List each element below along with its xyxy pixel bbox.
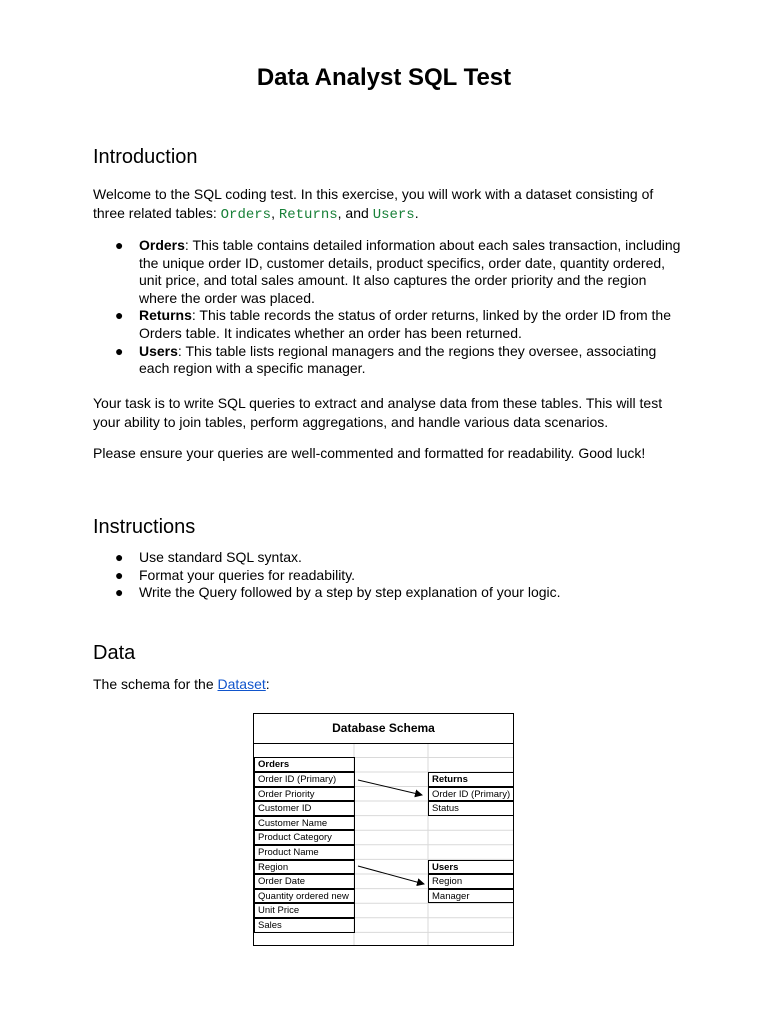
region-users-arrow <box>358 866 424 884</box>
task-paragraph: Your task is to write SQL queries to extract and analyse data from these tables. This will test your ability to join tables, perform aggregations, and handle various data scenarios. <box>93 395 663 430</box>
introduction-heading: Introduction <box>93 146 198 168</box>
list-item: ● Orders: This table contains detailed information about each sales transaction, including the unique order ID, customer details, product specifics, order date, quantity ordered, unit price, and total sales amount. It also captures the order priority and the region where the order was placed. <box>115 237 681 306</box>
bullet-icon: ● <box>115 237 124 253</box>
list-item: ● Returns: This table records the status of order returns, linked by the order ID from the Orders table. It indicates whether an order has been returned. <box>115 307 671 341</box>
orders-header: Orders <box>254 757 355 772</box>
orders-field: Product Category <box>254 830 355 845</box>
relationship-arrows <box>254 714 513 945</box>
users-header: Users <box>428 860 514 875</box>
users-field: Manager <box>428 889 514 904</box>
schema-paragraph: The schema for the Dataset: <box>93 676 270 692</box>
list-item: ● Use standard SQL syntax. <box>115 549 302 565</box>
orders-field: Customer Name <box>254 816 355 831</box>
orders-field: Unit Price <box>254 903 355 918</box>
orders-field: Region <box>254 860 355 875</box>
bullet-icon: ● <box>115 307 124 324</box>
data-heading: Data <box>93 642 136 664</box>
list-item: ● Format your queries for readability. <box>115 566 356 583</box>
bullet-icon: ● <box>115 342 124 359</box>
list-item: ● Users: This table lists regional managers and the regions they oversee, associating each region with a specific manager. <box>115 342 657 377</box>
orders-field: Quantity ordered new <box>254 889 355 904</box>
orders-field: Order Date <box>254 874 355 889</box>
orders-field: Sales <box>254 918 355 933</box>
orders-field: Order Priority <box>254 787 355 802</box>
users-table-name: Users <box>372 206 415 223</box>
bullet-icon: ● <box>115 584 124 601</box>
dataset-link[interactable]: Dataset <box>217 676 266 692</box>
users-field: Region <box>428 874 514 889</box>
returns-header: Returns <box>428 772 514 787</box>
intro-paragraph: Welcome to the SQL coding test. In this exercise, you will work with a dataset consisting of three related tables: Orders, Returns, and Users. <box>93 186 654 223</box>
page-title: Data Analyst SQL Test <box>256 64 512 91</box>
returns-field: Order ID (Primary) <box>428 787 514 802</box>
returns-table-name: Returns <box>278 206 338 223</box>
list-item: ● Write the Query followed by a step by step explanation of your logic. <box>115 584 561 601</box>
intro-text: Welcome to the SQL coding test. In this exercise, you will work with a dataset consisting of three related tables: <box>93 186 654 221</box>
orders-field: Product Name <box>254 845 355 860</box>
tables-list <box>93 237 683 378</box>
orders-field: Order ID (Primary) <box>254 772 355 787</box>
returns-field: Status <box>428 801 514 816</box>
instructions-list <box>93 549 683 602</box>
closing-paragraph: Please ensure your queries are well-commented and formatted for readability. Good luck! <box>93 445 646 461</box>
instructions-heading: Instructions <box>93 516 196 538</box>
schema-title: Database Schema <box>254 714 513 744</box>
schema-diagram <box>253 713 514 946</box>
orders-table-name: Orders <box>220 206 272 223</box>
bullet-icon: ● <box>115 549 124 565</box>
orders-field: Customer ID <box>254 801 355 816</box>
bullet-icon: ● <box>115 566 124 583</box>
orders-returns-arrow <box>358 780 422 795</box>
